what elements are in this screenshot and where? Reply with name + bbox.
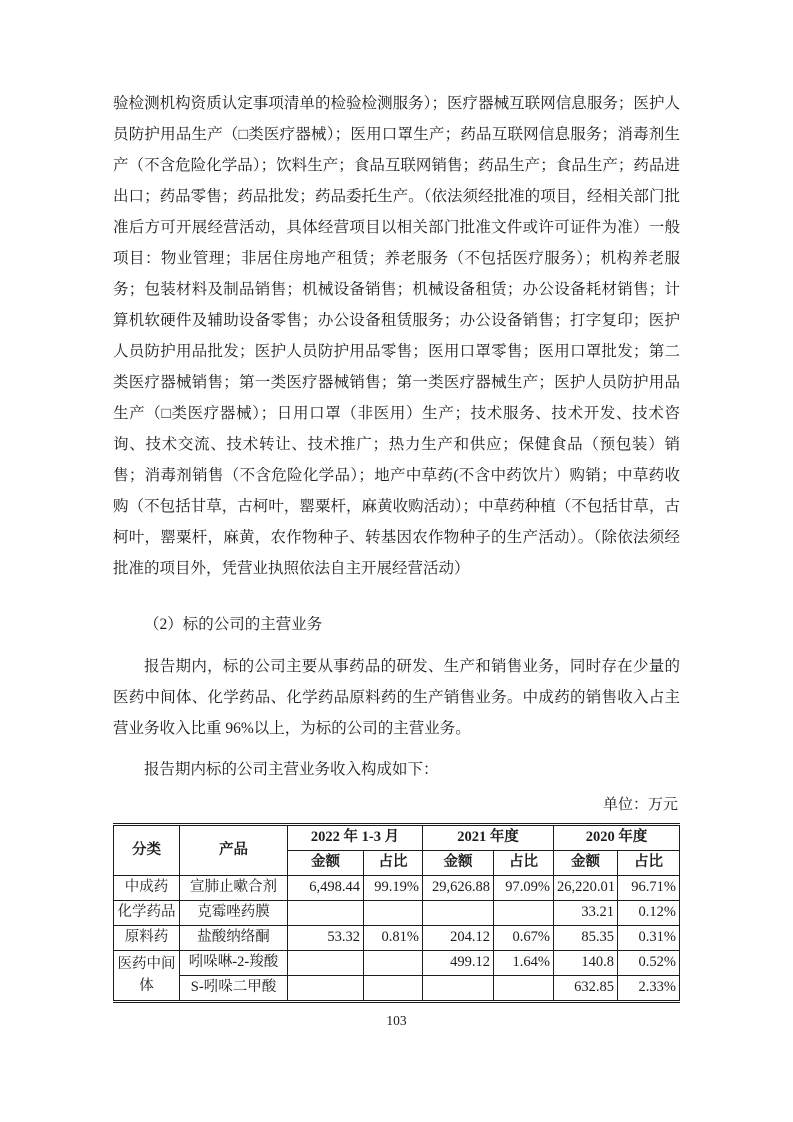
table-row (114, 926, 680, 951)
header-product: 产品 (180, 825, 288, 876)
amount-cell (288, 901, 364, 926)
ratio-cell (364, 976, 423, 1002)
ratio-cell: 0.52% (618, 951, 680, 976)
product-cell: 克霉唑药膜 (180, 901, 288, 926)
amount-cell (288, 976, 364, 1002)
amount-cell (423, 901, 494, 926)
header-period-2021: 2021 年度 (423, 825, 554, 851)
category-cell: 化学药品 (114, 901, 180, 926)
unit-label: 单位：万元 (602, 797, 678, 813)
amount-cell: 29,626.88 (423, 876, 494, 901)
header-amount-2022: 金额 (288, 851, 364, 876)
ratio-cell (494, 901, 554, 926)
amount-cell: 53.32 (288, 926, 364, 951)
product-cell: 吲哚啉-2-羧酸 (180, 951, 288, 976)
product-cell: 盐酸纳络酮 (180, 926, 288, 951)
amount-cell: 140.8 (554, 951, 618, 976)
category-cell: 原料药 (114, 926, 180, 951)
ratio-cell: 99.19% (364, 876, 423, 901)
section-heading: （2）标的公司的主营业务 (144, 616, 323, 633)
ratio-cell: 2.33% (618, 976, 680, 1002)
product-cell: S-吲哚二甲酸 (180, 976, 288, 1002)
header-category: 分类 (114, 825, 180, 876)
ratio-cell: 0.67% (494, 926, 554, 951)
table-row (114, 951, 680, 976)
header-ratio-2022: 占比 (364, 851, 423, 876)
business-scope-paragraph: 验检测机构资质认定事项清单的检验检测服务）；医疗器械互联网信息服务；医护人员防护用品生产（□类医疗器械）；医用口罩生产；药品互联网信息服务；消毒剂生产（不含危险化学品）；饮料生产；食品互联网销售；药品生产；食品生产；药品进出口；药品零售；药品批发；药品委托生产。（依法须经批准的项目，经相关部门批准后方可开展经营活动，具体经营项目以相关部门批准文件或许可证件为准）一般项目：物业管理；非居住房地产租赁；养老服务（不包括医疗服务）；机构养老服务；包装材料及制品销售；机械设备销售；机械设备租赁；办公设备耗材销售；计算机软硬件及辅助设备零售；办公设备租赁服务；办公设备销售；打字复印；医护人员防护用品批发；医护人员防护用品零售；医用口罩零售；医用口罩批发；第二类医疗器械销售；第一类医疗器械销售；第一类医疗器械生产；医护人员防护用品生产（□类医疗器械）；日用口罩（非医用）生产；技术服务、技术开发、技术咨询、技术交流、技术转让、技术推广；热力生产和供应；保健食品（预包装）销售；消毒剂销售（不含危险化学品）；地产中草药(不含中药饮片）购销；中草药收购（不包括甘草，古柯叶，罂粟杆，麻黄收购活动）；中草药种植（不包括甘草，古柯叶，罂粟杆，麻黄，农作物种子、转基因农作物种子的生产活动）。（除依法须经批准的项目外，凭营业执照依法自主开展经营活动） (113, 95, 680, 577)
amount-cell (423, 976, 494, 1002)
ratio-cell: 97.09% (494, 876, 554, 901)
header-amount-2021: 金额 (423, 851, 494, 876)
ratio-cell (364, 901, 423, 926)
ratio-cell: 96.71% (618, 876, 680, 901)
amount-cell: 499.12 (423, 951, 494, 976)
main-business-paragraph: 报告期内，标的公司主要从事药品的研发、生产和销售业务，同时存在少量的医药中间体、化学药品、化学药品原料药的生产销售业务。中成药的销售收入占主营业务收入比重 96%以上，为标的公司的主营业务。 (113, 658, 680, 737)
table-header-row-periods (114, 825, 680, 851)
table-row (114, 901, 680, 926)
header-period-2022: 2022 年 1-3 月 (288, 825, 423, 851)
amount-cell: 632.85 (554, 976, 618, 1002)
amount-cell: 33.21 (554, 901, 618, 926)
product-cell: 宣肺止嗽合剂 (180, 876, 288, 901)
category-cell: 中成药 (114, 876, 180, 901)
amount-cell (288, 951, 364, 976)
amount-cell: 85.35 (554, 926, 618, 951)
header-amount-2020: 金额 (554, 851, 618, 876)
amount-cell: 204.12 (423, 926, 494, 951)
header-period-2020: 2020 年度 (554, 825, 680, 851)
table-intro-paragraph: 报告期内标的公司主营业务收入构成如下： (144, 761, 439, 778)
ratio-cell (364, 951, 423, 976)
header-ratio-2020: 占比 (618, 851, 680, 876)
revenue-composition-table (113, 823, 680, 1003)
amount-cell: 26,220.01 (554, 876, 618, 901)
amount-cell: 6,498.44 (288, 876, 364, 901)
ratio-cell: 0.81% (364, 926, 423, 951)
ratio-cell: 0.31% (618, 926, 680, 951)
table-row (114, 876, 680, 901)
page-number: 103 (386, 1013, 407, 1028)
table-row (114, 976, 680, 1002)
ratio-cell (494, 976, 554, 1002)
header-ratio-2021: 占比 (494, 851, 554, 876)
ratio-cell: 0.12% (618, 901, 680, 926)
ratio-cell: 1.64% (494, 951, 554, 976)
category-cell: 医药中间体 (114, 951, 180, 1002)
